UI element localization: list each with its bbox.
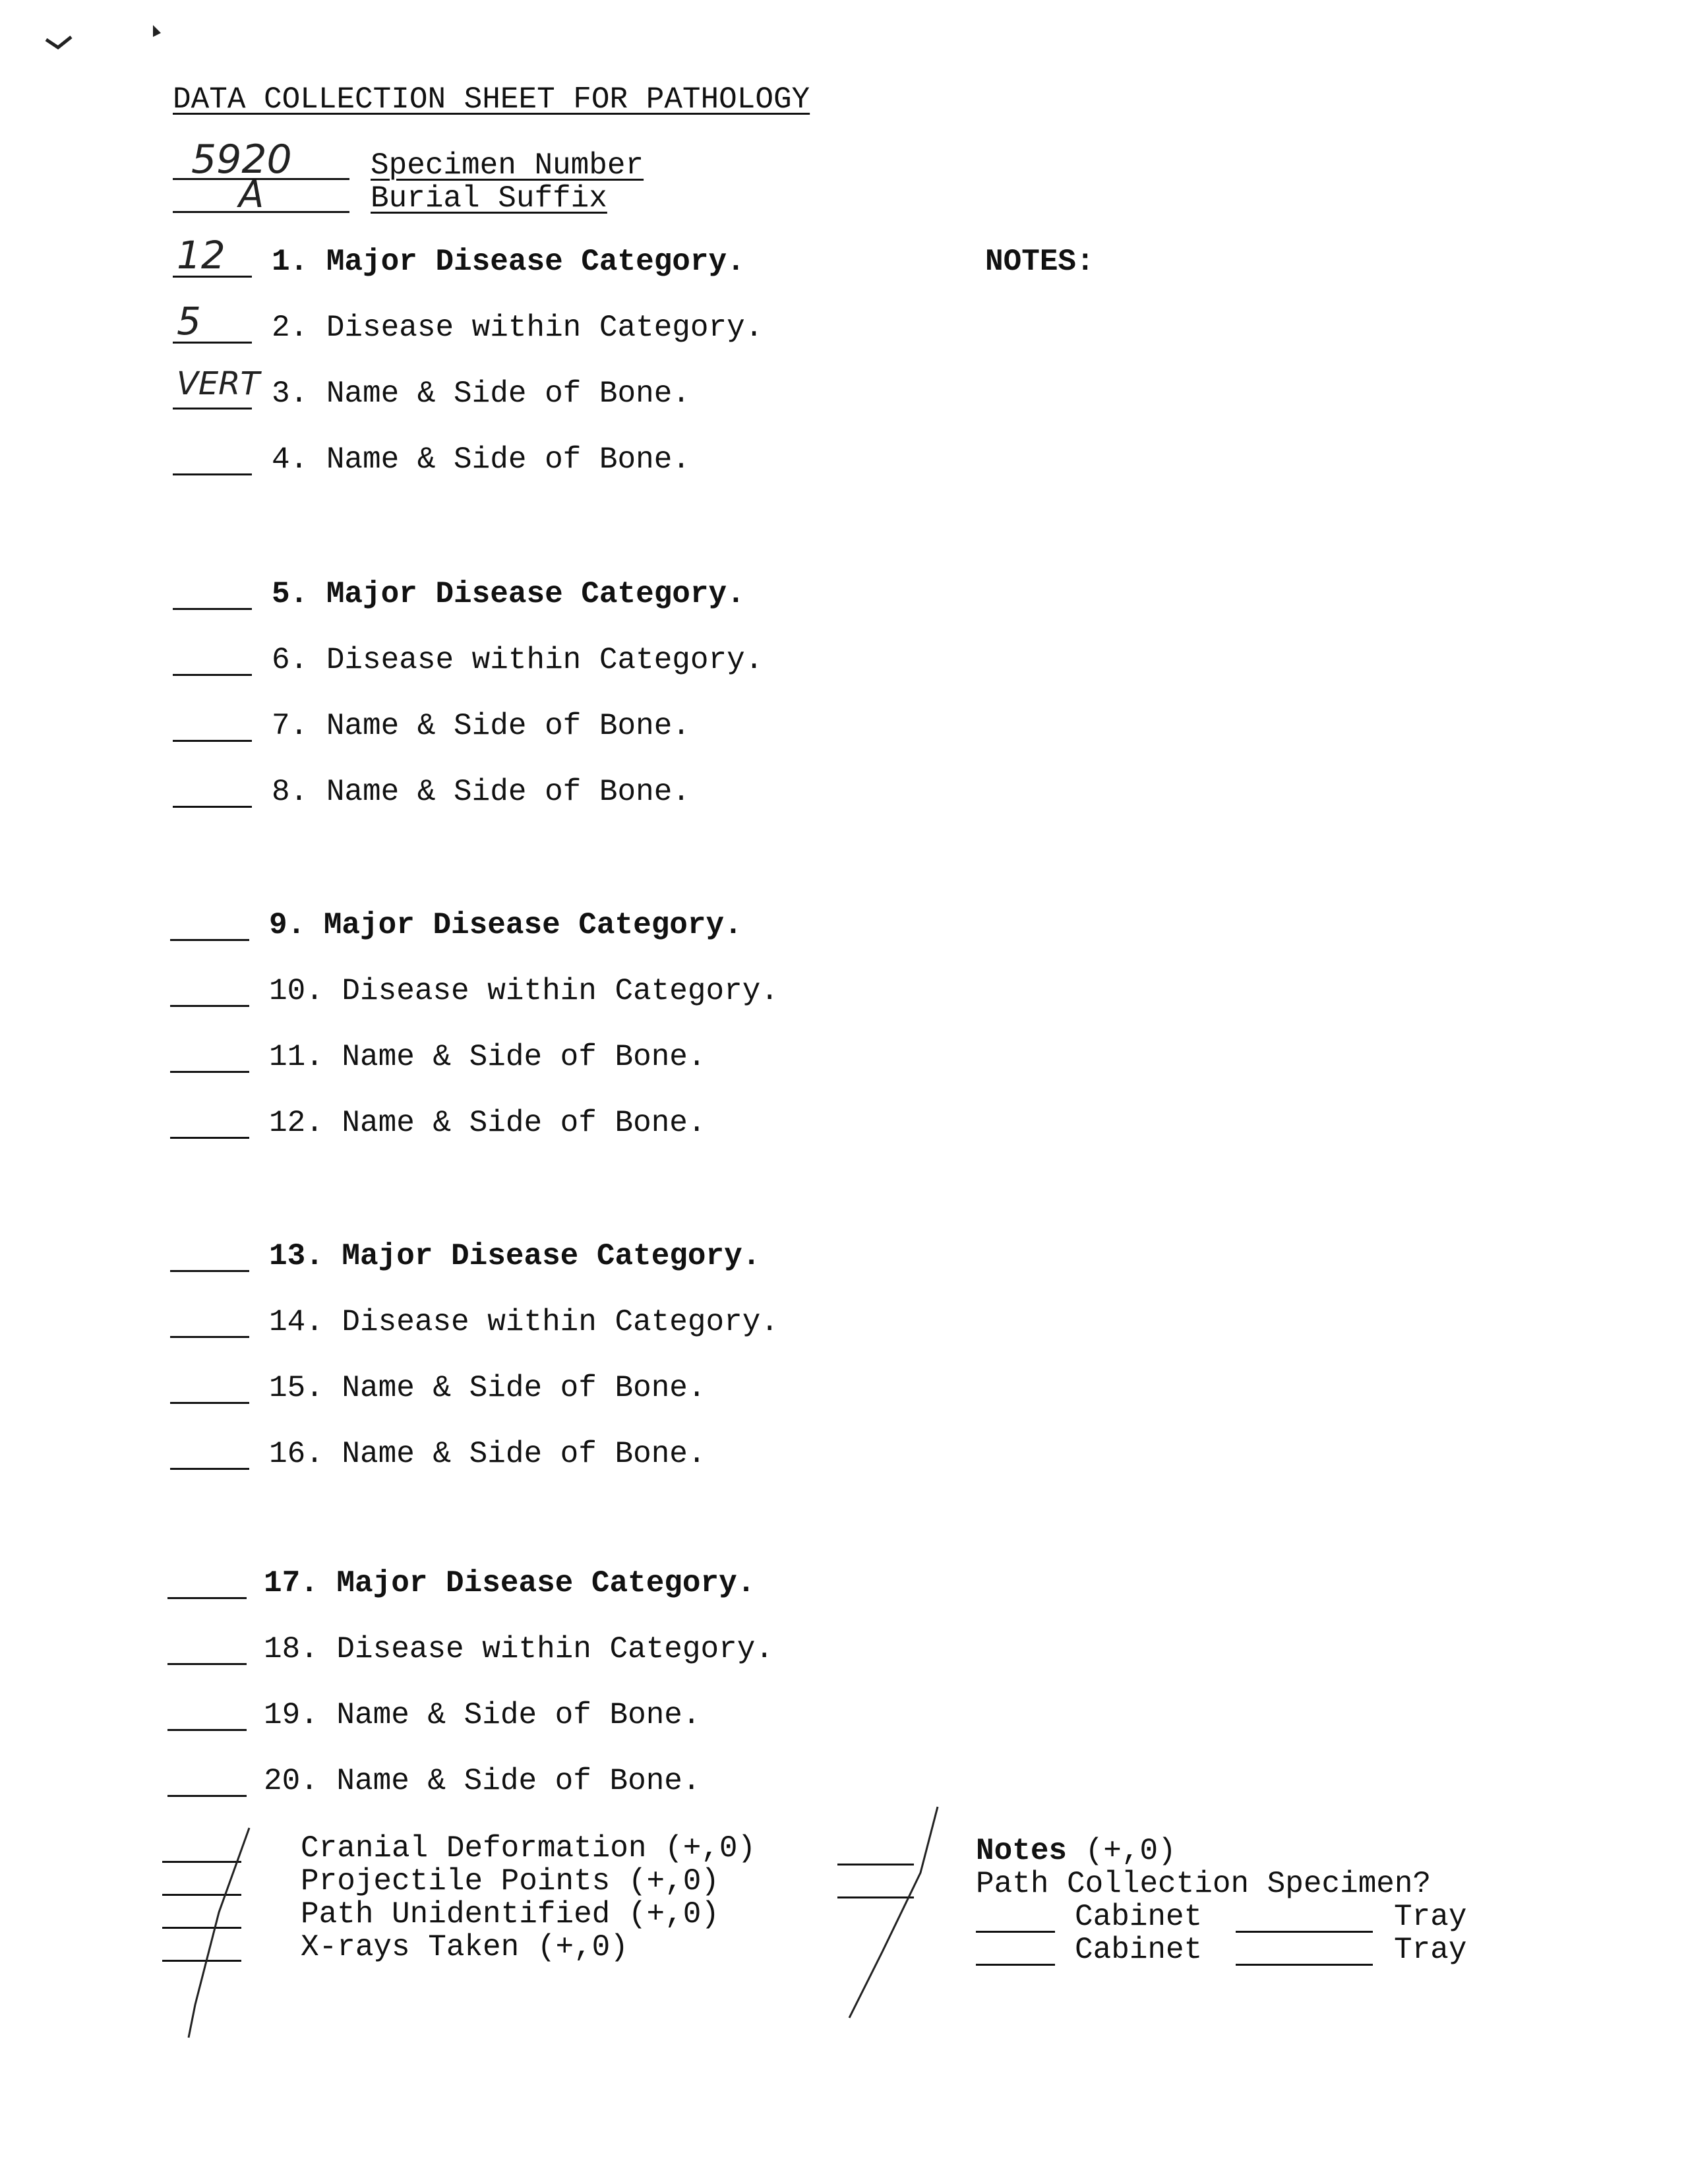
item-8-label: 8. Name & Side of Bone. xyxy=(272,775,690,809)
item-1-value: 12 xyxy=(177,233,226,278)
item-4-label: 4. Name & Side of Bone. xyxy=(272,442,690,477)
left-check-slash xyxy=(189,1828,249,2038)
item-2-label: 2. Disease within Category. xyxy=(272,311,764,345)
item-10-label: 10. Disease within Category. xyxy=(269,974,779,1008)
item-7-label: 7. Name & Side of Bone. xyxy=(272,709,690,743)
corner-tick xyxy=(46,37,71,47)
corner-arrow xyxy=(153,25,161,37)
page-title: DATA COLLECTION SHEET FOR PATHOLOGY xyxy=(173,82,810,117)
cabinet-2-label: Cabinet xyxy=(1075,1933,1203,1967)
item-6-label: 6. Disease within Category. xyxy=(272,643,764,677)
notes-heading: NOTES: xyxy=(985,245,1095,279)
item-19-label: 19. Name & Side of Bone. xyxy=(264,1698,701,1732)
specimen-number-value: 5920 xyxy=(191,136,292,183)
cranial-deformation-label: Cranial Deformation (+,0) xyxy=(301,1831,756,1866)
projectile-points-label: Projectile Points (+,0) xyxy=(301,1864,719,1898)
item-3-label: 3. Name & Side of Bone. xyxy=(272,377,690,411)
item-18-label: 18. Disease within Category. xyxy=(264,1632,773,1666)
burial-suffix-value: A xyxy=(239,173,264,216)
item-11-label: 11. Name & Side of Bone. xyxy=(269,1040,706,1074)
path-collection-label: Path Collection Specimen? xyxy=(976,1867,1432,1901)
tray-1-label: Tray xyxy=(1394,1900,1467,1934)
item-12-label: 12. Name & Side of Bone. xyxy=(269,1106,706,1140)
item-14-label: 14. Disease within Category. xyxy=(269,1305,779,1339)
cabinet-1-label: Cabinet xyxy=(1075,1900,1203,1934)
item-1-label: 1. Major Disease Category. xyxy=(272,245,745,279)
burial-suffix-label: Burial Suffix xyxy=(371,181,607,216)
notes-check-bold: Notes xyxy=(976,1834,1068,1868)
item-16-label: 16. Name & Side of Bone. xyxy=(269,1437,706,1471)
path-unidentified-label: Path Unidentified (+,0) xyxy=(301,1897,719,1931)
item-5-label: 5. Major Disease Category. xyxy=(272,577,745,611)
item-3-value: VERT xyxy=(177,365,260,402)
item-17-label: 17. Major Disease Category. xyxy=(264,1566,756,1600)
specimen-number-label: Specimen Number xyxy=(371,148,644,183)
item-15-label: 15. Name & Side of Bone. xyxy=(269,1371,706,1405)
item-13-label: 13. Major Disease Category. xyxy=(269,1239,761,1273)
item-9-label: 9. Major Disease Category. xyxy=(269,908,742,942)
right-check-slash xyxy=(849,1807,938,2018)
tray-2-label: Tray xyxy=(1394,1933,1467,1967)
notes-check-suffix: (+,0) xyxy=(1085,1834,1176,1868)
xrays-taken-label: X-rays Taken (+,0) xyxy=(301,1930,628,1964)
item-20-label: 20. Name & Side of Bone. xyxy=(264,1764,701,1798)
item-2-value: 5 xyxy=(177,299,201,344)
